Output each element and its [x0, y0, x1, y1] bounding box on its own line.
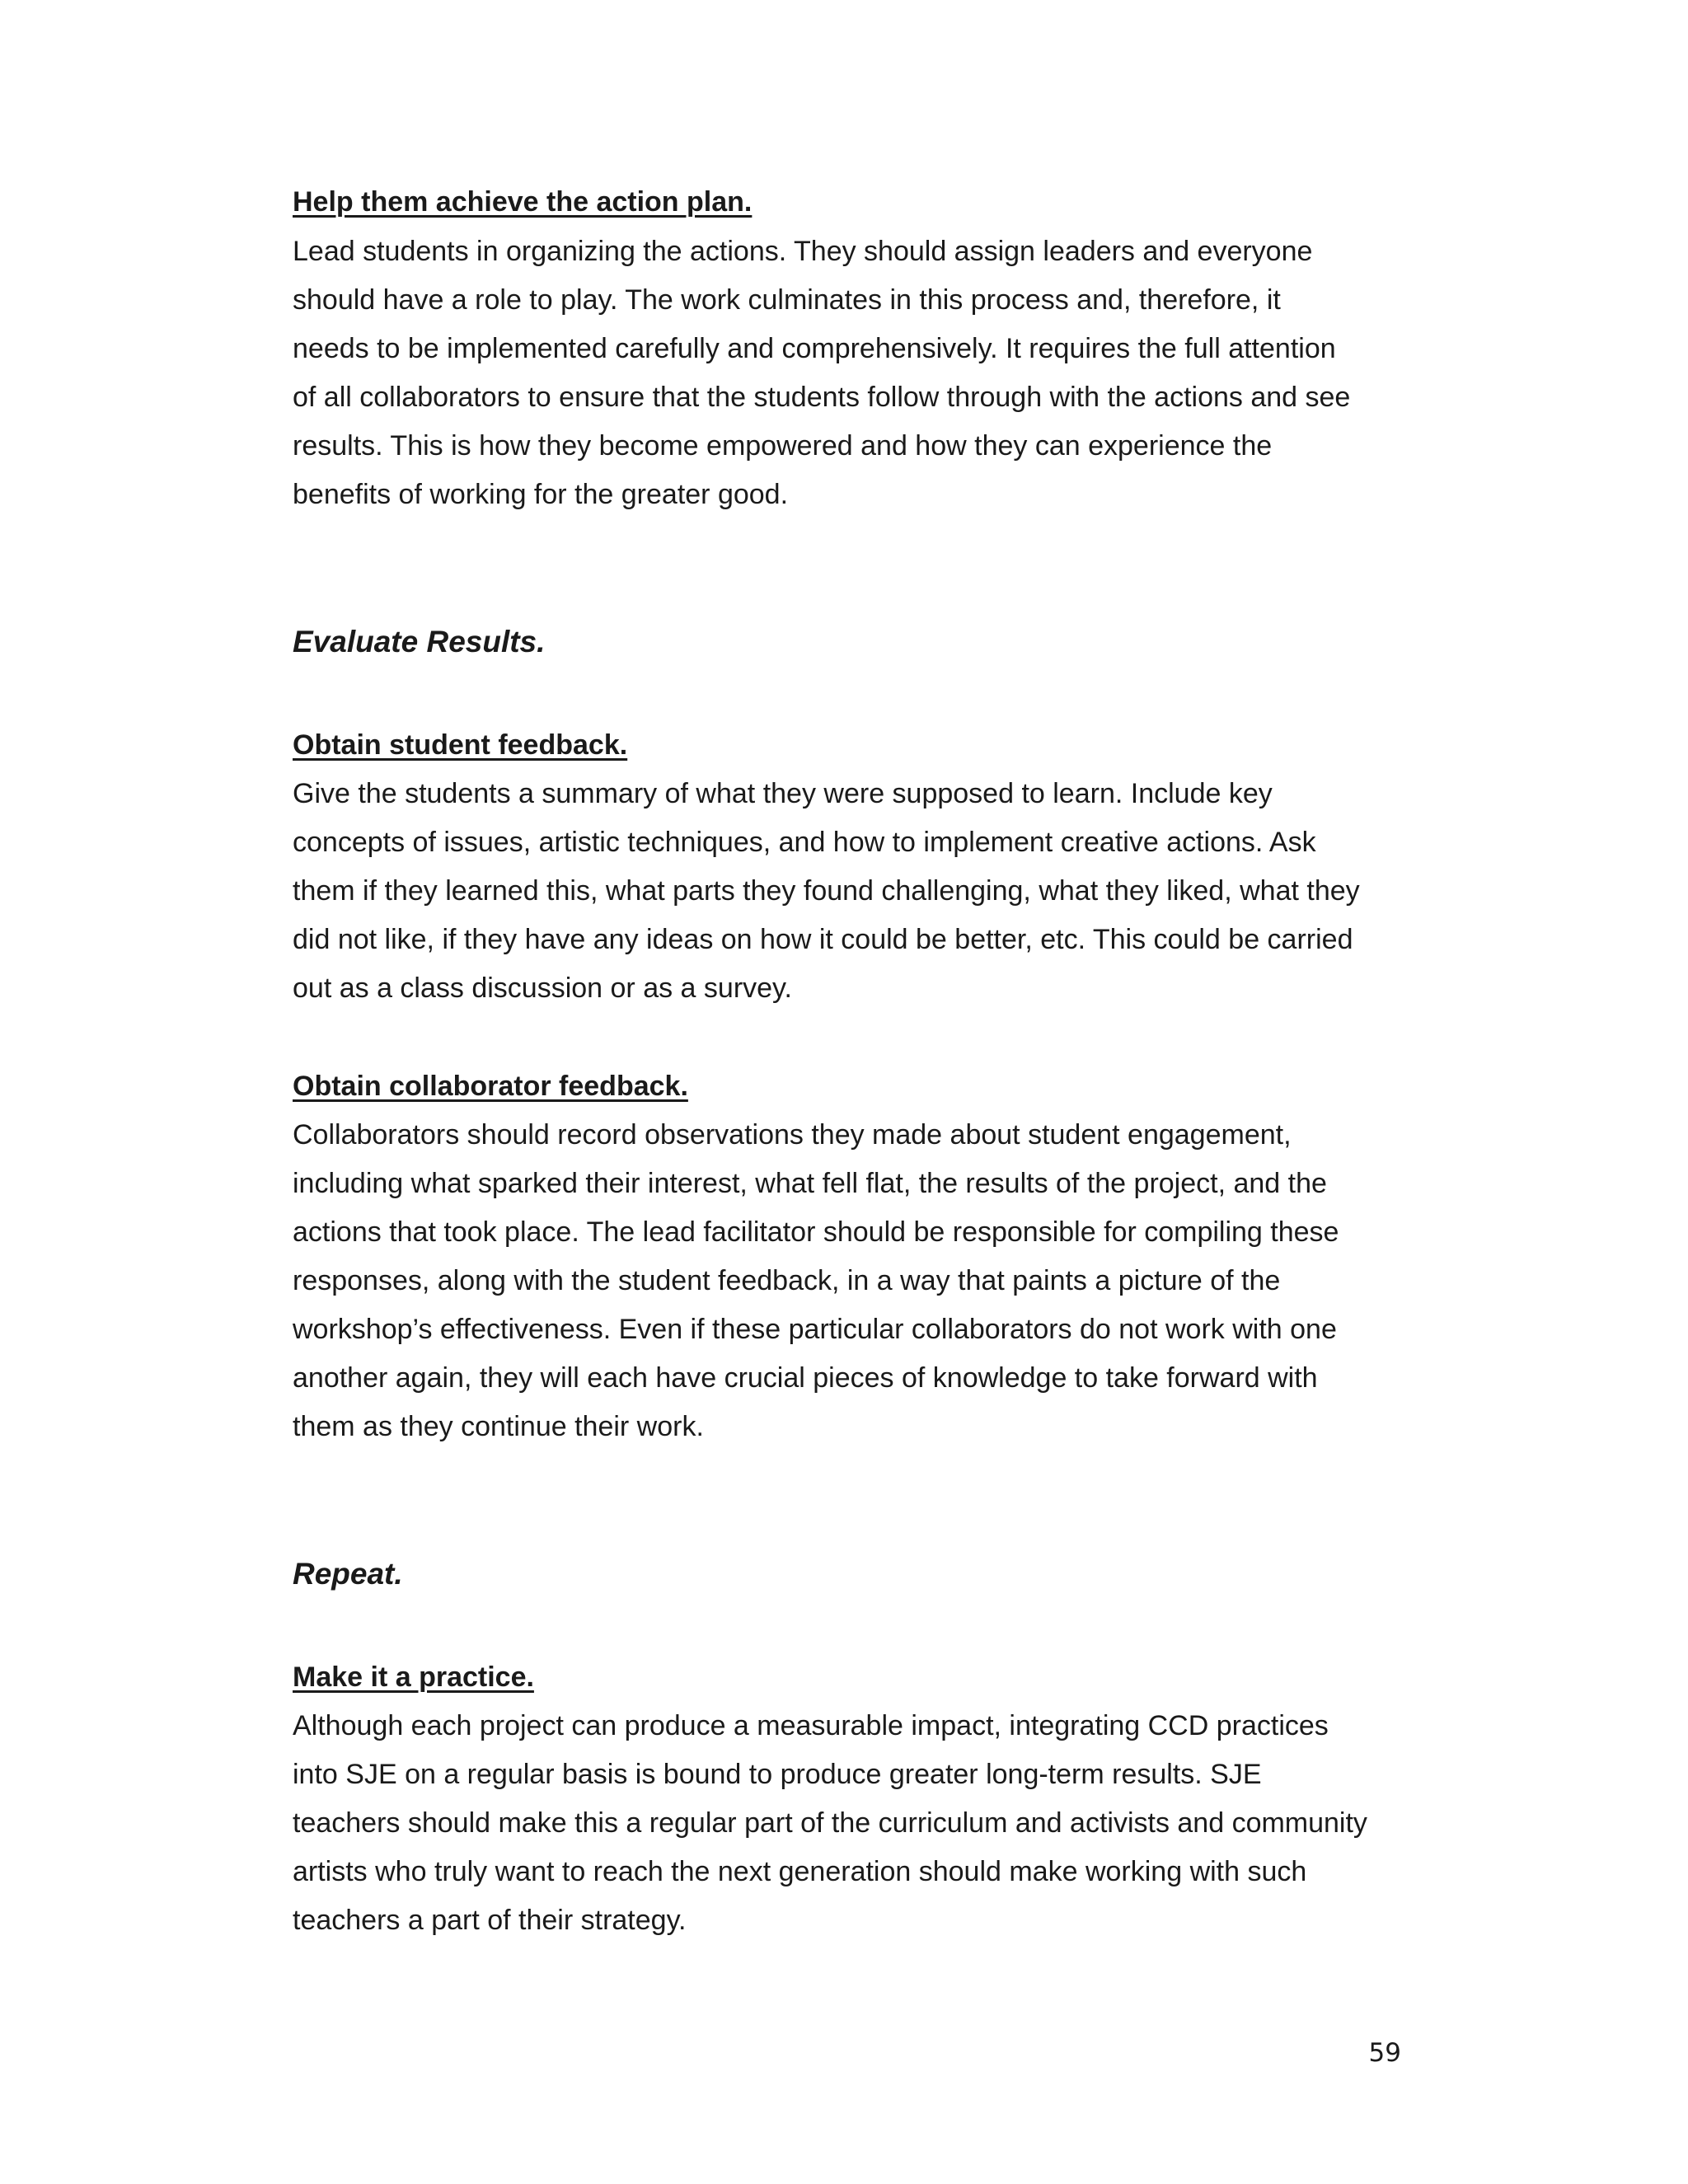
paragraph-line: teachers should make this a regular part of the curriculum and activists and community: [293, 1807, 1367, 1839]
subheading-make-it-a-practice: Make it a practice.: [293, 1661, 534, 1693]
section-heading-evaluate-results: Evaluate Results.: [293, 625, 546, 658]
paragraph-line: of all collaborators to ensure that the students follow through with the actions and see: [293, 382, 1351, 413]
paragraph-line: Give the students a summary of what they were supposed to learn. Include key: [293, 778, 1273, 809]
section-heading-repeat: Repeat.: [293, 1557, 403, 1591]
page-number: 59: [1368, 2038, 1401, 2068]
paragraph-line: Collaborators should record observations they made about student engagement,: [293, 1119, 1292, 1151]
paragraph-line: concepts of issues, artistic techniques, and how to implement creative actions. Ask: [293, 827, 1316, 858]
paragraph-line: teachers a part of their strategy.: [293, 1905, 687, 1936]
paragraph-line: results. This is how they become empowered and how they can experience the: [293, 430, 1273, 462]
paragraph-line: including what sparked their interest, what fell flat, the results of the project, and the: [293, 1168, 1327, 1199]
paragraph-line: them as they continue their work.: [293, 1411, 704, 1442]
paragraph-line: artists who truly want to reach the next generation should make working with such: [293, 1856, 1307, 1887]
subheading-help-achieve-action-plan: Help them achieve the action plan.: [293, 186, 753, 218]
paragraph-line: responses, along with the student feedback, in a way that paints a picture of the: [293, 1265, 1281, 1296]
paragraph-line: them if they learned this, what parts they found challenging, what they liked, what they: [293, 875, 1360, 907]
subheading-obtain-collaborator-feedback: Obtain collaborator feedback.: [293, 1071, 688, 1102]
paragraph-line: did not like, if they have any ideas on how it could be better, etc. This could be carried: [293, 924, 1353, 955]
paragraph-line: out as a class discussion or as a survey.: [293, 972, 792, 1004]
paragraph-line: workshop’s effectiveness. Even if these particular collaborators do not work with one: [293, 1314, 1337, 1345]
paragraph-line: Lead students in organizing the actions. They should assign leaders and everyone: [293, 236, 1313, 267]
paragraph-line: benefits of working for the greater good.: [293, 479, 789, 510]
paragraph-line: another again, they will each have crucial pieces of knowledge to take forward with: [293, 1362, 1318, 1394]
paragraph-line: needs to be implemented carefully and comprehensively. It requires the full attention: [293, 333, 1336, 364]
paragraph-line: should have a role to play. The work culminates in this process and, therefore, it: [293, 284, 1281, 316]
paragraph-line: Although each project can produce a measurable impact, integrating CCD practices: [293, 1710, 1329, 1741]
paragraph-line: into SJE on a regular basis is bound to produce greater long-term results. SJE: [293, 1759, 1262, 1790]
subheading-obtain-student-feedback: Obtain student feedback.: [293, 729, 628, 761]
paragraph-line: actions that took place. The lead facilitator should be responsible for compiling these: [293, 1216, 1339, 1248]
